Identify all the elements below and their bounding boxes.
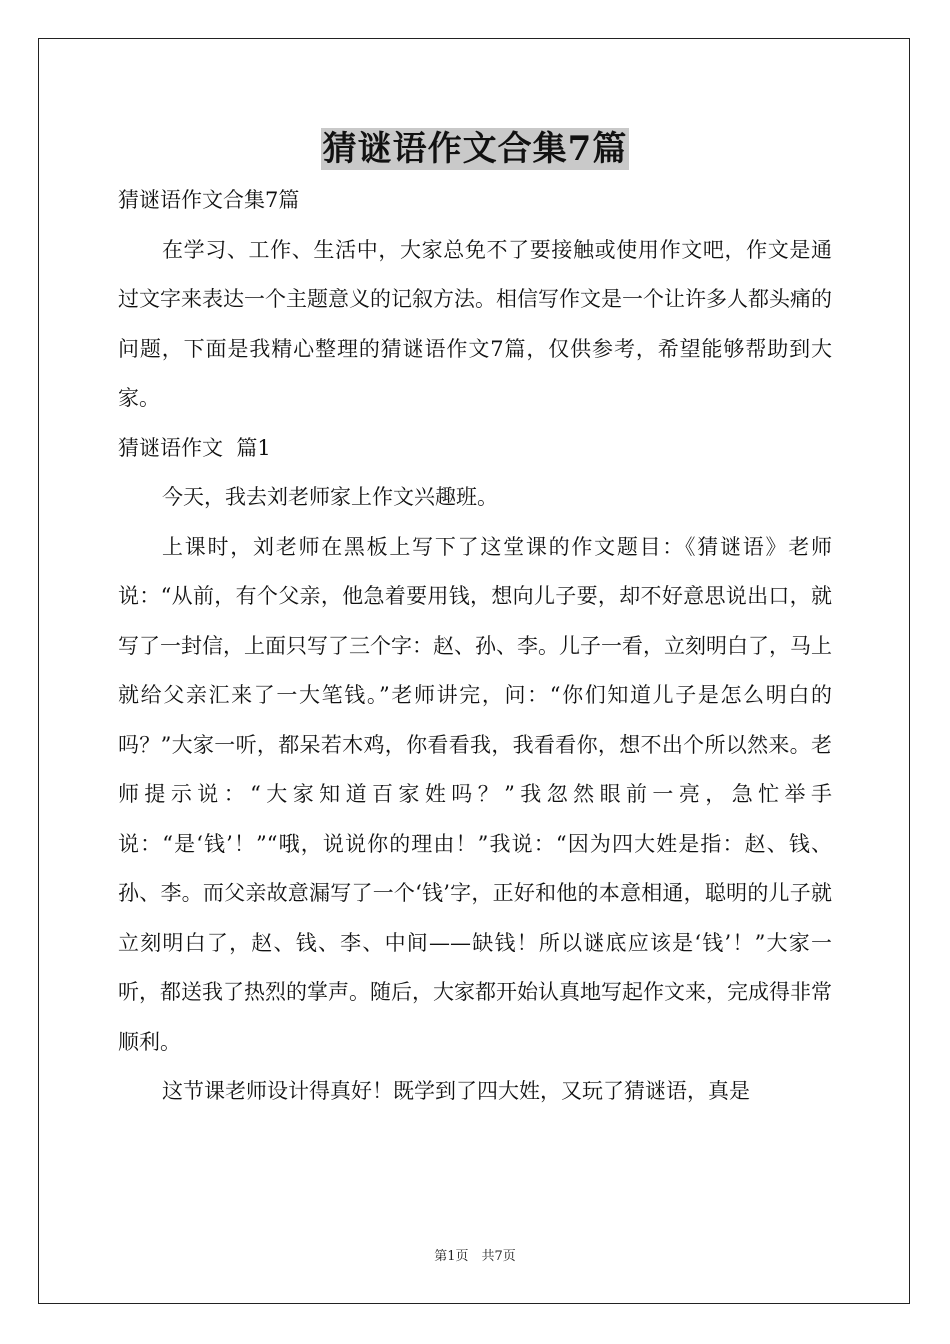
document-title: 猜谜语作文合集7篇: [322, 129, 628, 169]
body-paragraph: 这节课老师设计得真好！既学到了四大姓，又玩了猜谜语，真是: [162, 1079, 750, 1103]
intro-paragraph: 在学习、工作、生活中，大家总免不了要接触或使用作文吧，作文是通过文字来表达一个主题意义的记叙方法。相信写作文是一个让许多人都头痛的问题，下面是我精心整理的猜谜语作文7篇，仅供参考，希望能够帮助到大家。: [118, 237, 832, 410]
document-body: [118, 176, 832, 1117]
section-heading: 猜谜语作文 篇1: [118, 435, 271, 460]
body-paragraph: 今天，我去刘老师家上作文兴趣班。: [162, 485, 498, 509]
title-container: [0, 128, 950, 170]
document-subtitle: 猜谜语作文合集7篇: [118, 188, 300, 212]
body-paragraph: 上课时，刘老师在黑板上写下了这堂课的作文题目：《猜谜语》老师说：“从前，有个父亲，他急着要用钱，想向儿子要，却不好意思说出口，就写了一封信，上面只写了三个字：赵、孙、李。儿子一看，立刻明白了，马上就给父亲汇来了一大笔钱。”老师讲完，问：“你们知道儿子是怎么明白的吗？”大家一听，都呆若木鸡，你看看我，我看看你，想不出个所以然来。老师提示说：“大家知道百家姓吗？”我忽然眼前一亮，急忙举手说：“是‘钱’！”“哦，说说你的理由！”我说：“因为四大姓是指：赵、钱、孙、李。而父亲故意漏写了一个‘钱’字，正好和他的本意相通，聪明的儿子就立刻明白了，赵、钱、李、中间——缺钱！所以谜底应该是‘钱’！”大家一听，都送我了热烈的掌声。随后，大家都开始认真地写起作文来，完成得非常顺利。: [118, 534, 832, 1054]
page-footer: 第1页 共7页: [434, 1249, 516, 1264]
